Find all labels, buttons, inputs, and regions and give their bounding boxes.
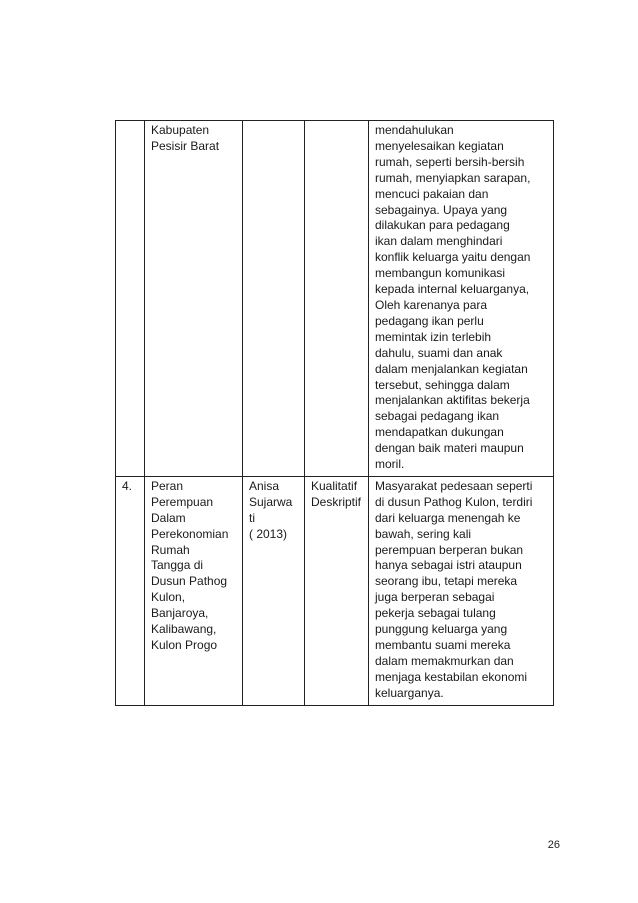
- cell-text-line: mendahulukan: [375, 123, 454, 137]
- cell-text-line: pekerja sebagai tulang: [375, 606, 496, 621]
- cell-result: [369, 476, 554, 705]
- cell-text-line: seorang ibu, tetapi mereka: [375, 574, 518, 589]
- cell-text-line: Kulon,: [151, 590, 186, 605]
- cell-number: [116, 121, 145, 477]
- cell-text-line: dengan baik materi maupun: [375, 441, 524, 456]
- cell-title: [145, 476, 243, 705]
- cell-text-line: dalam memakmurkan dan: [375, 653, 514, 668]
- cell-text-line: moril.: [375, 457, 405, 472]
- cell-text-line: punggung keluarga yang: [375, 622, 508, 637]
- cell-author: [243, 121, 305, 477]
- cell-text-line: Rumah: [151, 542, 190, 557]
- cell-text-line: Kalibawang,: [151, 622, 217, 637]
- cell-text-line: Kualitatif: [311, 478, 358, 493]
- literature-review-table: [115, 120, 554, 706]
- cell-text-line: Deskriptif: [311, 494, 362, 509]
- cell-text-line: keluarganya.: [375, 685, 444, 700]
- cell-text-line: sebagainya. Upaya yang: [375, 202, 508, 217]
- cell-text-line: perempuan berperan bukan: [375, 542, 524, 557]
- cell-text-line: Pesisir Barat: [151, 138, 220, 153]
- cell-text-line: Sujarwa: [249, 494, 293, 509]
- page-number: 26: [547, 839, 560, 851]
- cell-text-line: mendapatkan dukungan: [375, 425, 504, 440]
- cell-title: [145, 121, 243, 477]
- cell-text-line: dilakukan para pedagang: [375, 218, 510, 233]
- cell-text-line: Kabupaten: [151, 123, 210, 137]
- cell-author: [243, 476, 305, 705]
- cell-text-line: hanya sebagai istri ataupun: [375, 558, 522, 573]
- cell-text-line: Kulon Progo: [151, 638, 218, 652]
- cell-text-line: dari keluarga menengah ke: [375, 510, 521, 525]
- cell-number: 4.: [116, 476, 145, 705]
- cell-text-line: Dusun Pathog: [151, 574, 228, 589]
- cell-text-line: rumah, menyiapkan sarapan,: [375, 170, 531, 185]
- cell-text-line: membangun komunikasi: [375, 266, 506, 281]
- cell-method: [305, 121, 369, 477]
- cell-text-line: ( 2013): [249, 526, 288, 541]
- cell-text-line: tersebut, sehingga dalam: [375, 377, 510, 392]
- cell-text-line: di dusun Pathog Kulon, terdiri: [375, 494, 533, 509]
- cell-text-line: dahulu, suami dan anak: [375, 345, 503, 360]
- cell-text-line: Masyarakat pedesaan seperti: [375, 478, 533, 493]
- cell-text-line: sebagai pedagang ikan: [375, 409, 500, 424]
- cell-text-line: Perempuan: [151, 494, 214, 509]
- cell-text-line: Banjaroya,: [151, 606, 209, 621]
- cell-text-line: ikan dalam menghindari: [375, 234, 503, 249]
- cell-text-line: Anisa: [249, 478, 280, 493]
- cell-text-line: Peran: [151, 478, 184, 493]
- cell-text-line: Perekonomian: [151, 526, 229, 541]
- cell-text-line: Oleh karenanya para: [375, 297, 488, 312]
- cell-text-line: Tangga di: [151, 558, 204, 573]
- cell-text-line: membantu suami mereka: [375, 638, 511, 652]
- cell-text-line: pedagang ikan perlu: [375, 313, 484, 328]
- cell-text-line: Dalam: [151, 510, 186, 525]
- cell-text-line: bawah, sering kali: [375, 526, 472, 541]
- cell-text-line: rumah, seperti bersih-bersih: [375, 154, 525, 169]
- cell-text-line: mencuci pakaian dan: [375, 186, 489, 201]
- cell-text-line: konflik keluarga yaitu dengan: [375, 250, 531, 265]
- cell-text-line: ti: [249, 510, 255, 525]
- table-row: [116, 476, 554, 705]
- cell-method: [305, 476, 369, 705]
- cell-text-line: juga berperan sebagai: [375, 590, 495, 605]
- cell-text-line: menjaga kestabilan ekonomi: [375, 669, 528, 684]
- cell-text-line: menjalankan aktifitas bekerja: [375, 393, 530, 408]
- cell-result: [369, 121, 554, 477]
- table-row: [116, 121, 554, 477]
- cell-text-line: menyelesaikan kegiatan: [375, 138, 504, 153]
- cell-text-line: memintak izin terlebih: [375, 329, 492, 344]
- cell-text-line: kepada internal keluarganya,: [375, 282, 530, 297]
- cell-text-line: dalam menjalankan kegiatan: [375, 361, 528, 376]
